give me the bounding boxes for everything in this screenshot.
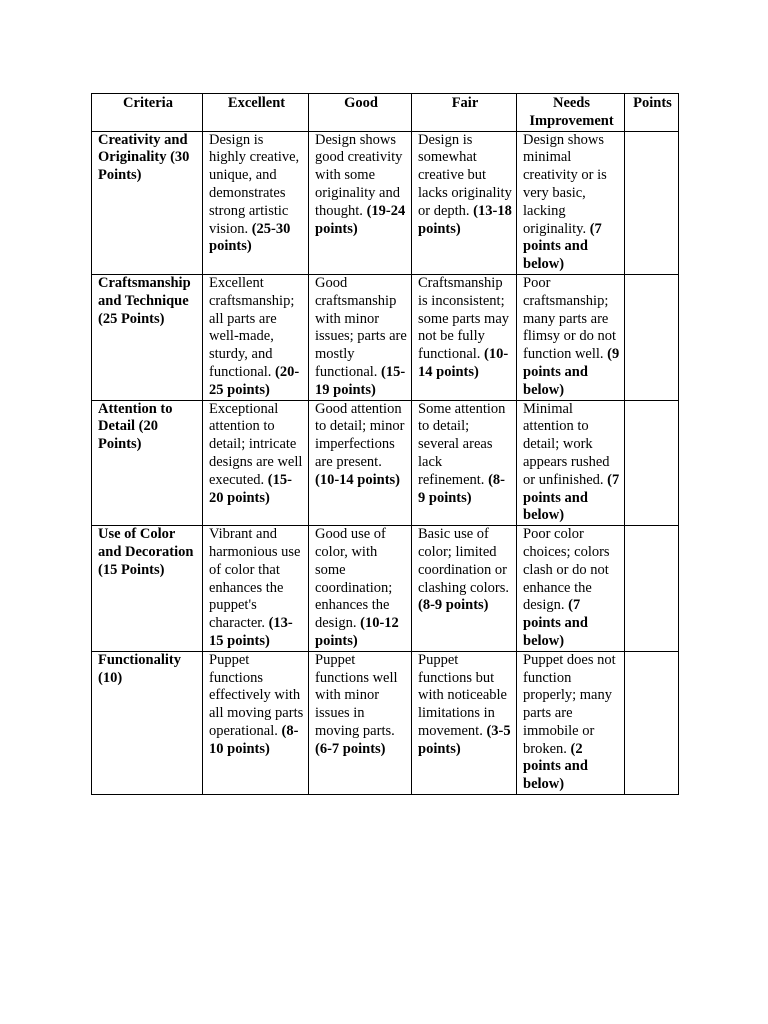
- header-points: Points: [625, 94, 679, 132]
- cell-text: Good craftsmanship with minor issues; parts are mostly functional.: [315, 274, 407, 380]
- cell-text: Design shows good creativity with some originality and thought.: [315, 131, 403, 219]
- cell-text: Good attention to detail; minor imperfections are present.: [315, 400, 405, 470]
- cell-text: Excellent craftsmanship; all parts are well-made, sturdy, and functional.: [209, 274, 295, 380]
- points-range: (25-30 points): [209, 220, 291, 255]
- points-range: (15-19 points): [315, 363, 406, 398]
- criteria-cell: Attention to Detail (20 Points): [92, 400, 203, 526]
- needs-improvement-cell: [517, 651, 625, 794]
- points-score-cell[interactable]: [625, 526, 679, 652]
- needs-improvement-cell: [517, 526, 625, 652]
- table-row: [92, 651, 679, 794]
- points-range: (9 points and below): [523, 346, 620, 398]
- cell-text: Some attention to detail; several areas lack refinement.: [418, 400, 506, 488]
- points-range: (10-12 points): [315, 615, 399, 649]
- points-range: (15-20 points): [209, 471, 292, 506]
- criteria-cell: Use of Color and Decoration (15 Points): [92, 526, 203, 652]
- points-range: (7 points and below): [523, 220, 602, 273]
- header-fair: Fair: [412, 94, 517, 132]
- good-cell: [309, 274, 412, 400]
- header-row: [92, 94, 679, 132]
- excellent-cell: [203, 131, 309, 274]
- points-range: (20-25 points): [209, 363, 300, 398]
- points-score-cell[interactable]: [625, 274, 679, 400]
- criteria-cell: Creativity and Originality (30 Points): [92, 131, 203, 274]
- excellent-cell: [203, 651, 309, 794]
- header-good: Good: [309, 94, 412, 132]
- points-range: (13-15 points): [209, 615, 293, 649]
- points-range: (8-9 points): [418, 597, 489, 614]
- points-score-cell[interactable]: [625, 400, 679, 526]
- header-criteria: Criteria: [92, 94, 203, 132]
- needs-improvement-cell: [517, 400, 625, 526]
- points-range: (13-18 points): [418, 202, 512, 237]
- excellent-cell: [203, 526, 309, 652]
- cell-text: Poor craftsmanship; many parts are flimsy or do not function well.: [523, 274, 617, 363]
- points-range: (7 points and below): [523, 471, 620, 524]
- table-row: [92, 274, 679, 400]
- fair-cell: [412, 131, 517, 274]
- cell-text: Basic use of color; limited coordination or clashing colors.: [418, 526, 510, 596]
- good-cell: [309, 651, 412, 794]
- header-excellent: Excellent: [203, 94, 309, 132]
- cell-text: Exceptional attention to detail; intricate designs are well executed.: [209, 400, 303, 488]
- needs-improvement-cell: [517, 131, 625, 274]
- good-cell: [309, 400, 412, 526]
- points-score-cell[interactable]: [625, 651, 679, 794]
- points-range: (10-14 points): [315, 471, 400, 488]
- cell-text: Puppet functions well with minor issues in moving parts.: [315, 651, 398, 739]
- good-cell: [309, 131, 412, 274]
- cell-text: Puppet functions effectively with all moving parts operational.: [209, 651, 304, 739]
- points-score-cell[interactable]: [625, 131, 679, 274]
- header-needs-improvement: Needs Improvement: [517, 94, 625, 132]
- table-row: [92, 526, 679, 652]
- cell-text: Minimal attention to detail; work appears rushed or unfinished.: [523, 400, 610, 488]
- fair-cell: [412, 400, 517, 526]
- fair-cell: [412, 651, 517, 794]
- cell-text: Vibrant and harmonious use of color that enhances the puppet's character.: [209, 526, 301, 632]
- cell-text: Puppet does not function properly; many parts are immobile or broken.: [523, 651, 616, 757]
- points-range: (19-24 points): [315, 202, 406, 237]
- table-row: [92, 131, 679, 274]
- criteria-cell: Functionality (10): [92, 651, 203, 794]
- excellent-cell: [203, 274, 309, 400]
- cell-text: Poor color choices; colors clash or do not enhance the design.: [523, 526, 610, 614]
- cell-text: Puppet functions but with noticeable limitations in movement.: [418, 651, 507, 739]
- cell-text: Good use of color, with some coordination; enhances the design.: [315, 526, 393, 632]
- points-range: (6-7 points): [315, 740, 386, 757]
- needs-improvement-cell: [517, 274, 625, 400]
- fair-cell: [412, 526, 517, 652]
- points-range: (10-14 points): [418, 346, 509, 380]
- criteria-cell: Craftsmanship and Technique (25 Points): [92, 274, 203, 400]
- points-range: (2 points and below): [523, 740, 588, 793]
- points-range: (3-5 points): [418, 722, 511, 757]
- cell-text: Design is somewhat creative but lacks originality or depth.: [418, 131, 512, 219]
- cell-text: Design is highly creative, unique, and demonstrates strong artistic vision.: [209, 131, 300, 237]
- table-row: [92, 400, 679, 526]
- points-range: (7 points and below): [523, 597, 588, 649]
- excellent-cell: [203, 400, 309, 526]
- fair-cell: [412, 274, 517, 400]
- points-range: (8-9 points): [418, 471, 505, 506]
- rubric-table: [91, 93, 679, 795]
- points-range: (8-10 points): [209, 722, 299, 757]
- cell-text: Design shows minimal creativity or is very basic, lacking originality.: [523, 131, 607, 237]
- cell-text: Craftsmanship is inconsistent; some parts may not be fully functional.: [418, 274, 510, 363]
- good-cell: [309, 526, 412, 652]
